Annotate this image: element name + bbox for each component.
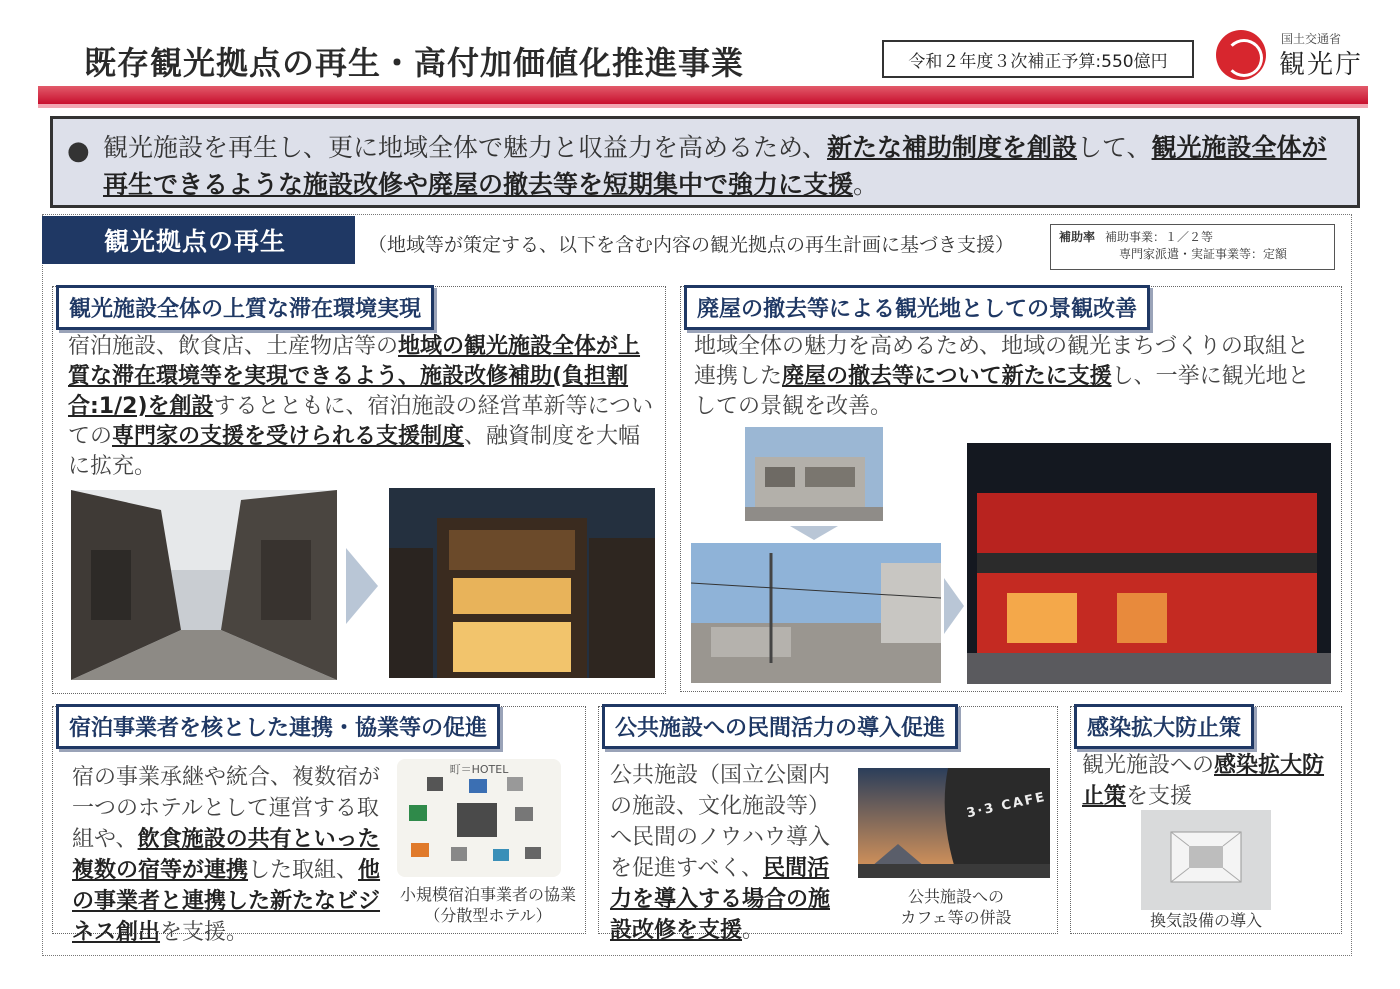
summary-box bbox=[50, 116, 1360, 208]
distributed-hotel-diagram bbox=[397, 759, 561, 877]
panel2-heading: 廃屋の撤去等による観光地としての景観改善 bbox=[684, 285, 1150, 330]
panel3-text bbox=[72, 762, 387, 948]
summary-text: して、 bbox=[1077, 133, 1152, 162]
panel5-emphasis: 感染拡大防止策 bbox=[1082, 753, 1325, 809]
caption-line: 小規模宿泊事業者の協業 bbox=[399, 885, 576, 904]
header-red-bar-thin bbox=[38, 104, 1368, 108]
old-street-photo bbox=[71, 490, 337, 680]
summary-text: 観光施設を再生し、更に地域全体で魅力と収益力を高めるため、 bbox=[103, 133, 828, 162]
panel4-emphasis: 民間活力を導入する場合の施設改修を支援 bbox=[610, 856, 831, 943]
caption-line: カフェ等の併設 bbox=[900, 908, 1012, 927]
panel4-text bbox=[610, 760, 850, 946]
subsidy-rate-box bbox=[1050, 224, 1335, 270]
budget-box: 令和２年度３次補正予算:550億円 bbox=[882, 40, 1194, 78]
panel3-text-part: 宿の事業承継や統合、複数宿が一つのホテルとして運営する取組や、 bbox=[72, 765, 381, 852]
panel4-text-part: 。 bbox=[742, 918, 765, 943]
panel3-caption bbox=[390, 884, 586, 926]
panel2-text-part: し、一挙に観光地としての景観を改善。 bbox=[694, 364, 1310, 419]
agency-logo-icon bbox=[1216, 30, 1266, 80]
agency-name: 観光庁 bbox=[1279, 50, 1364, 80]
panel2-emphasis: 廃屋の撤去等について新たに支援 bbox=[782, 364, 1112, 389]
page-title: 既存観光拠点の再生・高付加価値化推進事業 bbox=[84, 44, 745, 82]
summary-text: 。 bbox=[853, 170, 879, 199]
panel4-heading: 公共施設への民間活力の導入促進 bbox=[602, 704, 958, 749]
arrow-down-icon bbox=[790, 526, 838, 540]
derelict-building-photo bbox=[745, 427, 883, 521]
panel3-emphasis: 飲食施設の共有といった複数の宿等が連携 bbox=[72, 827, 380, 883]
panel3-text-part: した取組、 bbox=[248, 858, 359, 883]
panel2-text-part: 地域全体の魅力を高めるため、地域の観光まちづくりの取組と連携した bbox=[694, 334, 1309, 389]
header-red-bar bbox=[38, 86, 1368, 104]
panel1-heading: 観光施設全体の上質な滞在環境実現 bbox=[56, 285, 434, 330]
panel5-caption: 換気設備の導入 bbox=[1149, 911, 1262, 930]
panel3-text-part: を支援。 bbox=[160, 920, 249, 945]
bullet-icon: ● bbox=[67, 136, 90, 166]
diagram-title: 町＝HOTEL bbox=[449, 763, 509, 776]
panel5-heading: 感染拡大防止策 bbox=[1074, 704, 1254, 749]
ventilation-photo bbox=[1141, 810, 1271, 910]
caption-line: （分散型ホテル） bbox=[424, 906, 552, 925]
section-title: 観光拠点の再生 bbox=[42, 216, 355, 264]
agency-ministry: 国土交通省 bbox=[1281, 32, 1342, 46]
summary-emphasis: 観光施設全体が再生できるような施設改修や廃屋の撤去等を短期集中で強力に支援 bbox=[103, 133, 1327, 199]
panel5-text bbox=[1082, 750, 1338, 812]
panel1-emphasis: 専門家の支援を受けられる支援制度 bbox=[112, 424, 465, 449]
panel2-text bbox=[694, 332, 1326, 422]
panel1-text-part: するとともに、宿泊施設の経営革新等についての bbox=[68, 394, 654, 449]
panel3-emphasis: 他の事業者と連携した新たなビジネス創出 bbox=[72, 858, 381, 945]
arrow-right-icon bbox=[346, 548, 378, 624]
section-note: （地域等が策定する、以下を含む内容の観光拠点の再生計画に基づき支援） bbox=[368, 234, 1015, 256]
panel3-heading: 宿泊事業者を核とした連携・協業等の促進 bbox=[56, 704, 500, 749]
arrow-right-icon bbox=[944, 578, 964, 634]
panel1-text-part: 宿泊施設、飲食店、土産物店等の bbox=[68, 334, 399, 359]
summary-emphasis: 新たな補助制度を創設 bbox=[827, 133, 1078, 162]
red-building-night-photo bbox=[967, 443, 1331, 684]
cafe-sign: 3·3 CAFE bbox=[965, 789, 1048, 822]
cafe-photo bbox=[858, 768, 1050, 878]
panel4-caption bbox=[868, 886, 1044, 928]
panel5-text-part: を支援 bbox=[1126, 784, 1193, 809]
panel4-text-part: 公共施設（国立公園内の施設、文化施設等）へ民間のノウハウ導入を促進すべく、 bbox=[610, 763, 831, 881]
panel1-text-part: 、融資制度を大幅に拡充。 bbox=[68, 424, 641, 479]
rate-label: 補助率 bbox=[1059, 230, 1096, 244]
panel5-text-part: 観光施設への bbox=[1082, 753, 1215, 778]
cleared-lot-photo bbox=[691, 543, 941, 683]
panel1-text bbox=[68, 332, 656, 482]
rate-line1: 補助事業：１／２等 bbox=[1105, 230, 1214, 244]
panel1-emphasis: 地域の観光施設全体が上質な滞在環境等を実現できるよう、施設改修補助(負担割合:1/2)を創設 bbox=[68, 334, 641, 419]
renovated-inn-photo bbox=[389, 488, 655, 678]
caption-line: 公共施設への bbox=[907, 887, 1004, 906]
rate-line2: 専門家派遣・実証事業等：定額 bbox=[1119, 247, 1288, 261]
